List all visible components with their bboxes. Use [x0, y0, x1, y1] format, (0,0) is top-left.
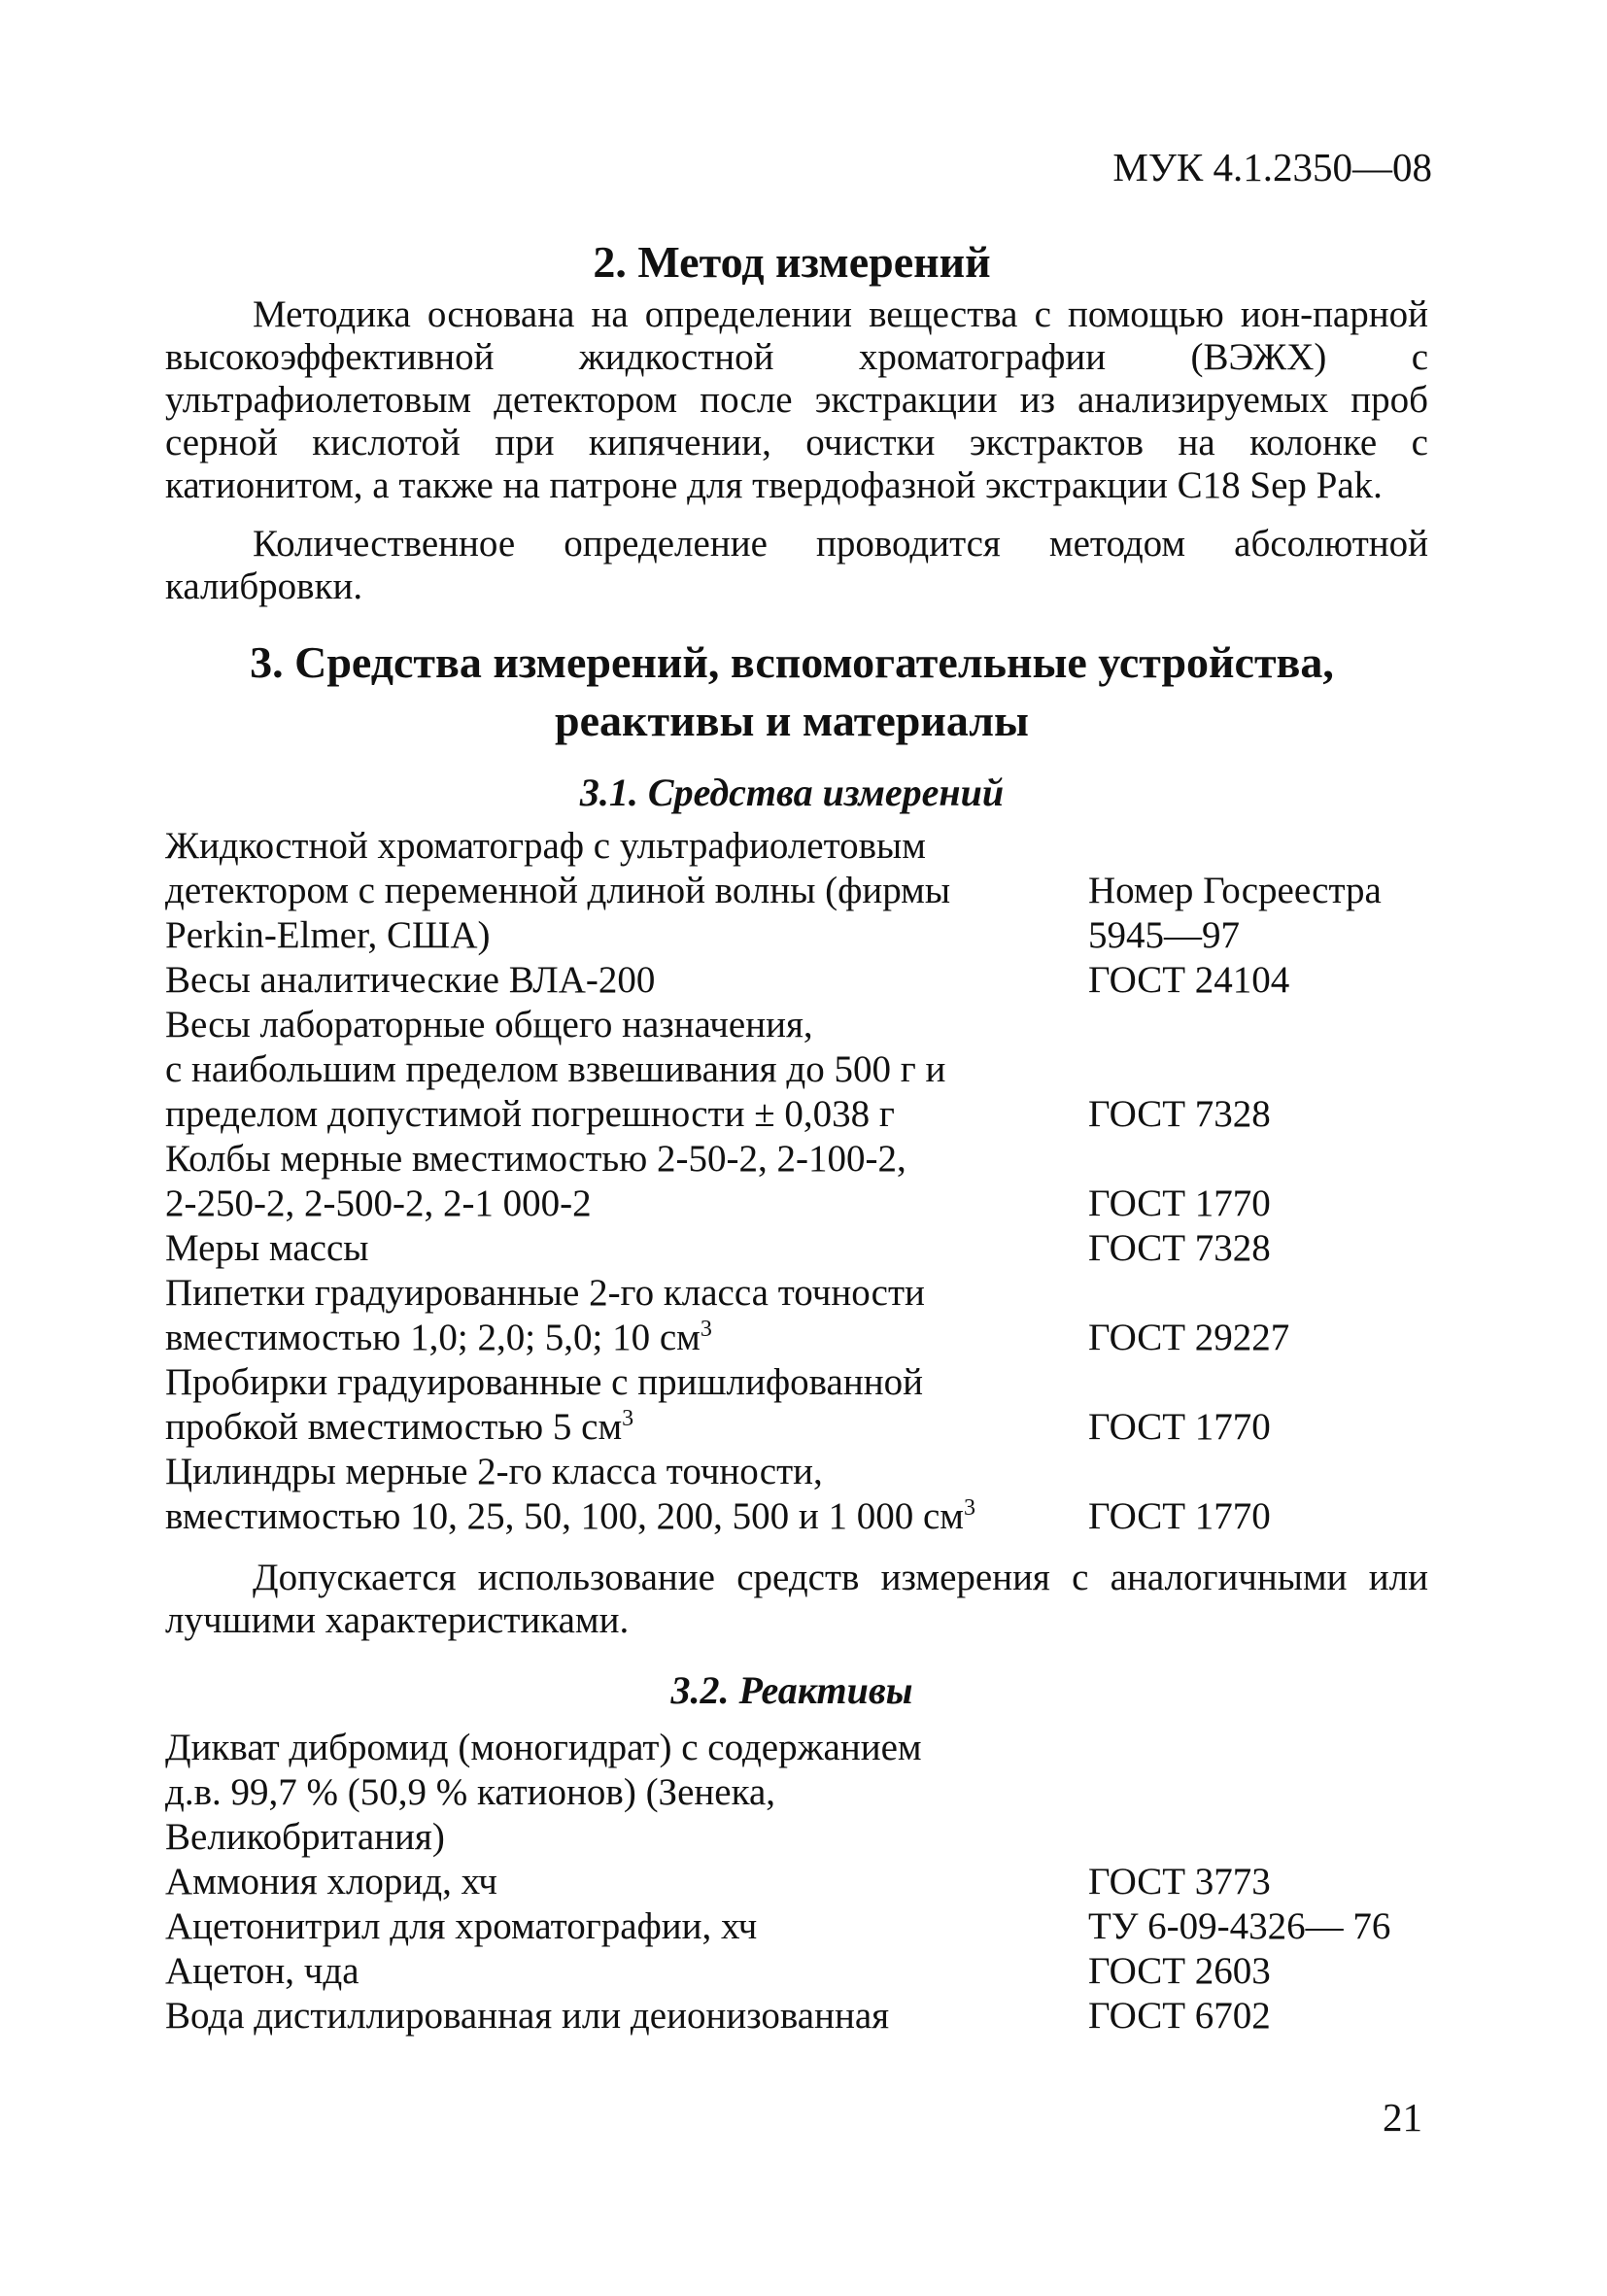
item-name-line: Ацетонитрил для хроматографии, хч	[165, 1905, 758, 1947]
list-item	[165, 958, 1448, 1003]
item-reference-line: ТУ 6-09-4326— 76	[1088, 1905, 1391, 1947]
item-name-line: Пробирки градуированные с пришлифованной	[165, 1361, 923, 1403]
list-item	[165, 1949, 1448, 1994]
list-item	[165, 1860, 1448, 1904]
item-name-line: Вода дистиллированная или деионизованная	[165, 1995, 890, 2037]
item-name-text: вместимостью 10, 25, 50, 100, 200, 500 и 1 000 см	[165, 1495, 964, 1537]
section-2-title: 2. Метод измерений	[593, 237, 991, 287]
item-name-line: 2-250-2, 2-500-2, 2-1 000-2	[165, 1182, 592, 1224]
item-name-text: вместимостью 1,0; 2,0; 5,0; 10 см	[165, 1317, 701, 1358]
list-item	[165, 1137, 1448, 1226]
list-item	[165, 1994, 1448, 2039]
item-name-line: Жидкостной хроматограф с ультрафиолетовым	[165, 825, 926, 867]
item-reference-line: Номер Госреестра	[1088, 870, 1382, 911]
item-name-line: д.в. 99,7 % (50,9 % катионов) (Зенека,	[165, 1771, 775, 1813]
list-item	[165, 1226, 1448, 1271]
superscript: 3	[700, 1317, 712, 1342]
reagents-list	[165, 1726, 1448, 2039]
subsection-3-2-title: 3.2. Реактивы	[670, 1668, 913, 1712]
list-item	[165, 1450, 1448, 1539]
item-name-line: пределом допустимой погрешности ± 0,038 г	[165, 1093, 895, 1135]
item-name-line: Цилиндры мерные 2-го класса точности,	[165, 1451, 823, 1492]
document-code: МУК 4.1.2350—08	[1112, 145, 1432, 189]
item-name-line	[165, 1405, 1078, 1450]
item-name-line: с наибольшим пределом взвешивания до 500 г и	[165, 1048, 946, 1090]
list-item	[165, 1271, 1448, 1360]
item-name-line: Весы аналитические ВЛА-200	[165, 959, 656, 1001]
list-item	[165, 1003, 1448, 1137]
item-reference-line: ГОСТ 29227	[1088, 1317, 1290, 1358]
item-reference-line: ГОСТ 7328	[1088, 1093, 1271, 1135]
page-number: 21	[1383, 2095, 1422, 2140]
item-name-line: Колбы мерные вместимостью 2-50-2, 2-100-2,	[165, 1138, 906, 1180]
item-reference-line: ГОСТ 1770	[1088, 1182, 1271, 1224]
list-item	[165, 1726, 1448, 1860]
item-reference-line: ГОСТ 7328	[1088, 1227, 1271, 1269]
item-name-line: Аммония хлорид, хч	[165, 1861, 497, 1902]
item-name-line: Perkin-Elmer, США)	[165, 914, 491, 956]
list-item	[165, 1360, 1448, 1450]
superscript: 3	[963, 1495, 975, 1521]
item-reference-line: ГОСТ 6702	[1088, 1995, 1271, 2037]
item-reference-line: ГОСТ 24104	[1088, 959, 1290, 1001]
item-name-line: Меры массы	[165, 1227, 369, 1269]
method-paragraph: Методика основана на определении вещества с помощью ион-парной высокоэффективной жидкостной хроматографии (ВЭЖХ) с ультрафиолетовым детектором после экстракции из анализируемых проб серной кислотой при кипячении, очистки экстрактов на колонке с катионитом, а также на патроне для твердофазной экстракции С18 Sep Pak.	[165, 293, 1428, 506]
item-name-line	[165, 1494, 1078, 1539]
item-name-line	[165, 1316, 1078, 1360]
calibration-paragraph: Количественное определение проводится методом абсолютной калибровки.	[165, 523, 1428, 607]
section-3-title-line-2: реактивы и материалы	[555, 696, 1029, 745]
list-item	[165, 1904, 1448, 1949]
item-reference-line: ГОСТ 1770	[1088, 1406, 1271, 1448]
item-name-line: Дикват дибромид (моногидрат) с содержанием	[165, 1727, 922, 1768]
item-name-text: пробкой вместимостью 5 см	[165, 1406, 623, 1448]
item-reference-line: ГОСТ 3773	[1088, 1861, 1271, 1902]
measurement-instruments-list	[165, 824, 1448, 1539]
item-name-line: Великобритания)	[165, 1816, 445, 1858]
equivalents-note: Допускается использование средств измерения с аналогичными или лучшими характеристиками.	[165, 1557, 1428, 1641]
list-item	[165, 824, 1448, 958]
subsection-3-1-title: 3.1. Средства измерений	[579, 771, 1005, 814]
item-name-line: Ацетон, чда	[165, 1950, 359, 1992]
superscript: 3	[622, 1406, 634, 1431]
section-3-title-line-1: 3. Средства измерений, вспомогательные устройства,	[250, 637, 1334, 687]
item-name-line: Пипетки градуированные 2-го класса точности	[165, 1272, 925, 1314]
item-name-line: Весы лабораторные общего назначения,	[165, 1004, 813, 1045]
item-reference-line: ГОСТ 2603	[1088, 1950, 1271, 1992]
item-name-line: детектором с переменной длиной волны (фирмы	[165, 870, 951, 911]
item-reference-line: ГОСТ 1770	[1088, 1495, 1271, 1537]
item-reference-line: 5945—97	[1088, 914, 1240, 956]
